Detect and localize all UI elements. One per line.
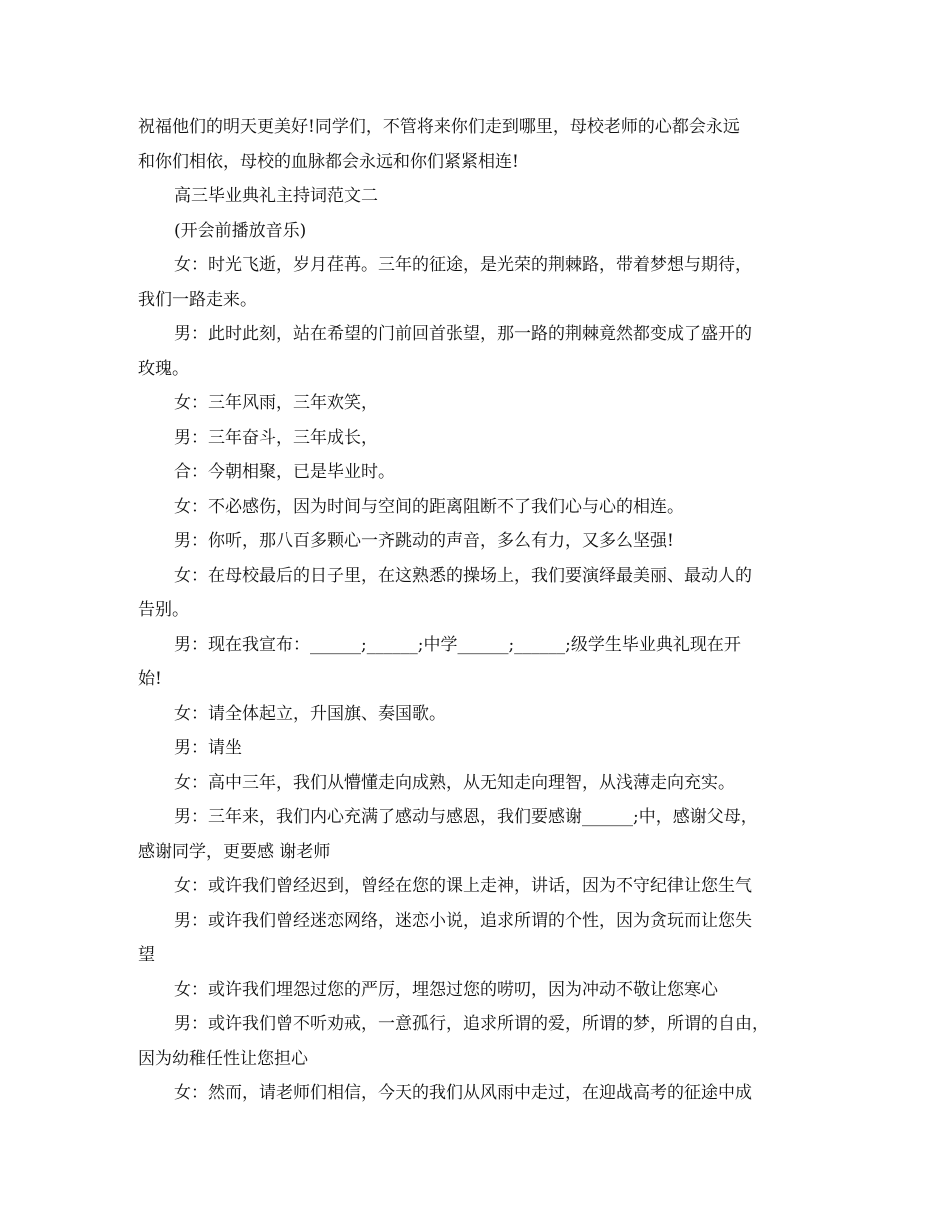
text-line: 始!	[138, 669, 162, 689]
text-line: 高三毕业典礼主持词范文二	[174, 186, 378, 206]
text-line: 女：不必感伤，因为时间与空间的距离阻断不了我们心与心的相连。	[174, 496, 684, 517]
text-line: 女：高中三年，我们从懵懂走向成熟，从无知走向理智，从浅薄走向充实。	[174, 772, 735, 793]
text-line: 男：三年奋斗，三年成长，	[174, 427, 378, 448]
text-line: 祝福他们的明天更美好!同学们，不管将来你们走到哪里，母校老师的心都会永远	[138, 117, 740, 137]
text-line: 男：请坐	[174, 738, 242, 758]
text-line: 告别。	[138, 600, 189, 620]
text-line: 合：今朝相聚，已是毕业时。	[174, 462, 395, 482]
text-line: 玫瑰。	[138, 358, 189, 379]
text-line: 男：你听，那八百多颗心一齐跳动的声音，多么有力，又多么坚强!	[174, 531, 674, 551]
text-line: 望	[138, 945, 155, 965]
text-line: 男：或许我们曾不听劝戒，一意孤行，追求所谓的爱，所谓的梦，所谓的自由，	[174, 1014, 769, 1034]
text-line: 女：然而，请老师们相信，今天的我们从风雨中走过，在迎战高考的征途中成	[174, 1083, 752, 1103]
text-line: 女：在母校最后的日子里，在这熟悉的操场上，我们要演绎最美丽、最动人的	[174, 565, 752, 586]
text-line: (开会前播放音乐)	[174, 220, 307, 241]
text-line: 男：此时此刻，站在希望的门前回首张望，那一路的荆棘竟然都变成了盛开的	[174, 324, 752, 344]
text-line: 女：时光飞逝，岁月荏苒。三年的征途，是光荣的荆棘路，带着梦想与期待，	[174, 255, 752, 275]
text-line: 女：或许我们埋怨过您的严厉，埋怨过您的唠叨，因为冲动不敬让您寒心	[174, 979, 718, 1000]
document-body	[138, 110, 818, 1111]
text-line: 因为幼稚任性让您担心	[138, 1048, 308, 1069]
text-line: 女：请全体起立，升国旗、奏国歌。	[174, 703, 446, 724]
text-line: 女：或许我们曾经迟到，曾经在您的课上走神，讲话，因为不守纪律让您生气	[174, 876, 752, 896]
text-line: 男：三年来，我们内心充满了感动与感恩，我们要感谢______;中，感谢父母，	[174, 807, 758, 827]
text-line: 感谢同学，更要感 谢老师	[138, 841, 331, 862]
text-line: 女：三年风雨，三年欢笑，	[174, 393, 378, 413]
text-line: 男：或许我们曾经迷恋网络，迷恋小说，追求所谓的个性，因为贪玩而让您失	[174, 910, 752, 931]
text-line: 男：现在我宣布：______;______;中学______;______;级学生毕业典礼现在开	[174, 634, 741, 655]
text-line: 我们一路走来。	[138, 289, 257, 310]
text-line: 和你们相依，母校的血脉都会永远和你们紧紧相连!	[138, 151, 519, 172]
